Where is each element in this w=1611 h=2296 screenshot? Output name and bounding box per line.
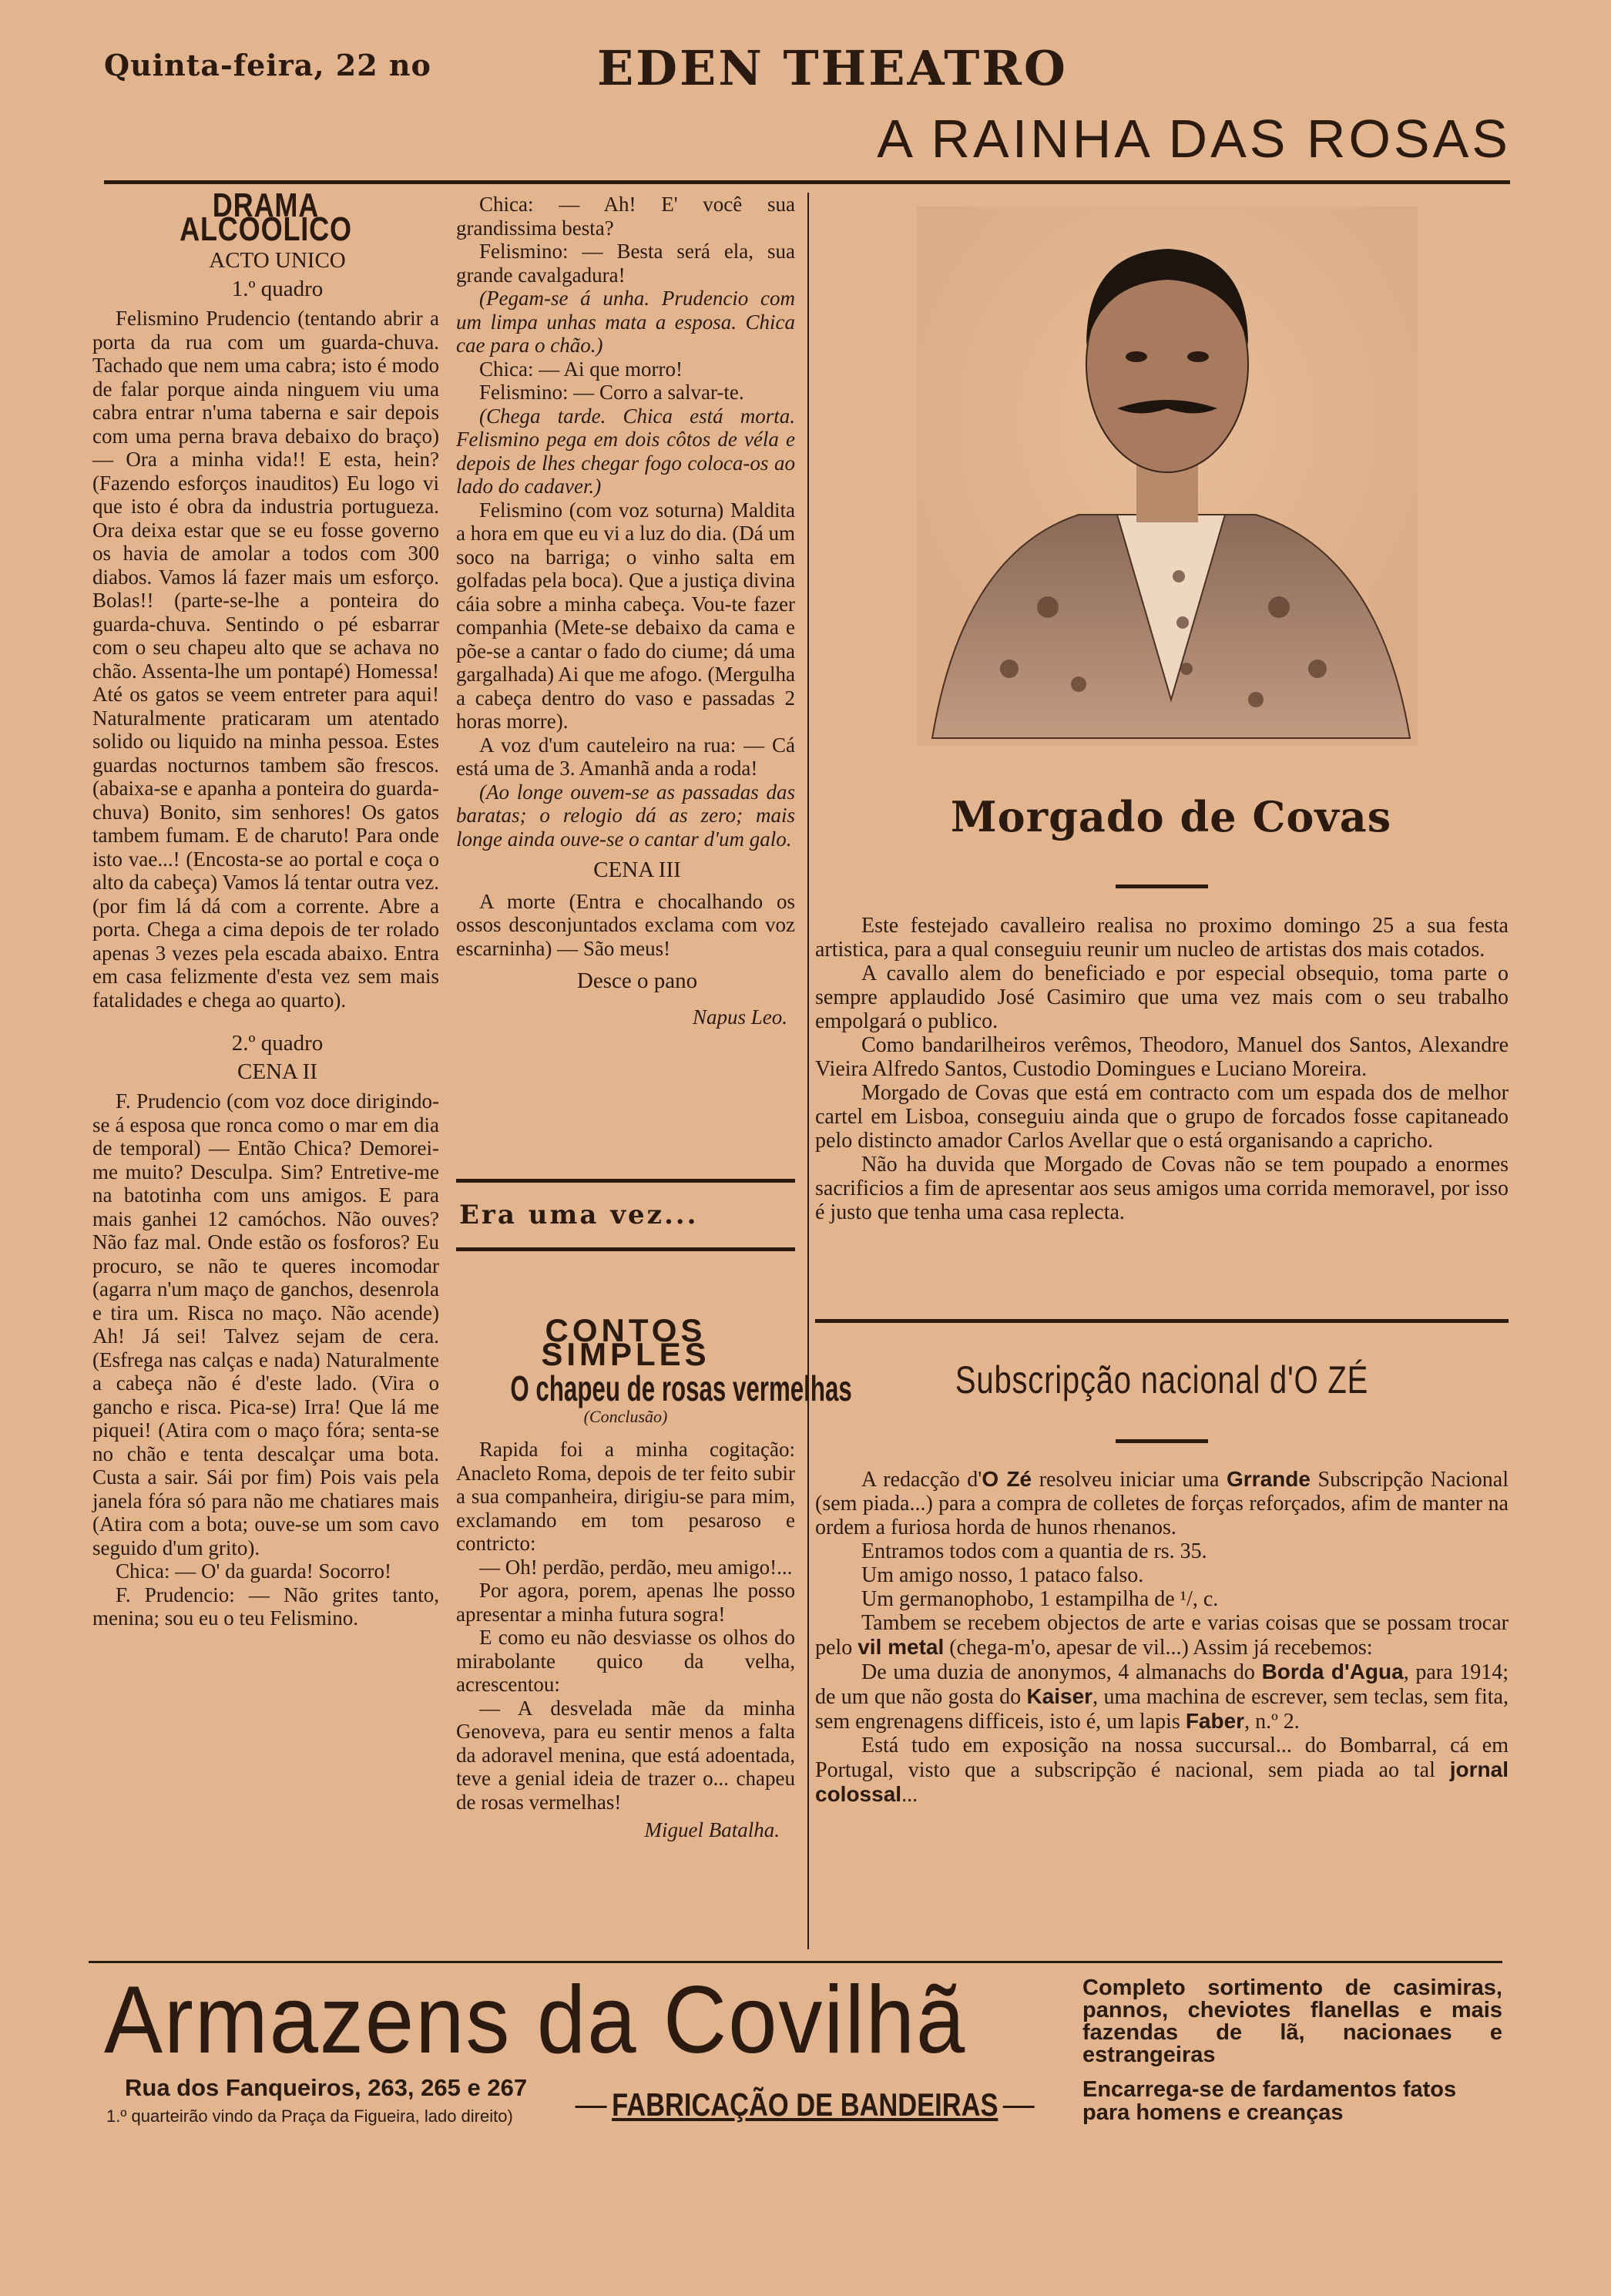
contos-paragraph: Rapida foi a minha cogitação: Anacleto Roma, depois de ter feito subir a sua companheira, dirigiu-se para mim, exclamando em tom pesaroso e contricto: [456, 1438, 795, 1555]
drama-paragraph: (Chega tarde. Chica está morta. Felismino pega em dois côtos de véla e depois de lhes chegar fogo coloca-os ao lado do cadaver.) [456, 404, 795, 498]
header-theatre: EDEN THEATRO [597, 40, 1068, 96]
subscricao-paragraph: Um amigo nosso, 1 pataco falso. [861, 1563, 1144, 1587]
text: Subscripção Nacional (sem piada...) para a compra de colletes de forças reforçados, afim de manter na ordem a furiosa horda de hunos rhenanos. [815, 1468, 1509, 1539]
ad-address-detail: 1.º quarteirão vindo da Praça da Figueira, lado direito) [106, 2106, 513, 2126]
morgado-paragraph: Como bandarilheiros verêmos, Theodoro, Manuel dos Santos, Alexandre Vieira Alfredo Santos, Custodio Domingues e Luciano Moreira. [815, 1033, 1509, 1081]
drama-paragraph: Chica: — O' da guarda! Socorro! [116, 1559, 392, 1583]
morgado-title: Morgado de Covas [950, 792, 1392, 841]
era-rule-bottom [456, 1247, 795, 1251]
drama-paragraph: (Ao longe ouvem-se as passadas das baratas; o relogio dá as zero; mais longe ainda ouve-se o cantar d'um galo. [456, 780, 795, 851]
drama-curtain: Desce o pano [576, 968, 698, 993]
contos-author: Miguel Batalha. [644, 1818, 780, 1841]
ad-description: Completo sortimento de casimiras, pannos, cheviotes flanellas e mais fazendas de lã, nacionaes e estrangeiras [1082, 1975, 1502, 2067]
subscricao-paragraph: Entramos todos com a quantia de rs. 35. [861, 1539, 1207, 1563]
drama-title: DRAMA ALCOOLICO [180, 186, 352, 248]
ad-services: Encarrega-se de fardamentos fatos para homens e creanças [1082, 2077, 1457, 2125]
contos-paragraph: — A desvelada mãe da minha Genoveva, para eu sentir menos a falta da adoravel menina, que está adoentada, teve a genial ideia de trazer o... chapeu de rosas vermelhas! [456, 1696, 795, 1814]
ad-fabricacao-label: FABRICAÇÃO DE BANDEIRAS [612, 2086, 998, 2123]
contos-note: (Conclusão) [583, 1406, 668, 1426]
drama-author: Napus Leo. [692, 1005, 787, 1029]
text: vil metal [858, 1635, 945, 1659]
drama-paragraph: A voz d'um cauteleiro na rua: — Cá está uma de 3. Amanhã anda a roda! [456, 733, 795, 780]
morgado-paragraph: Morgado de Covas que está em contracto com um espada dos de melhor cartel em Lisboa, conseguiu ainda que o grupo de forcados fosse capitaneado pelo distincto amador Carlos Avellar que o está organisando a capricho. [815, 1081, 1509, 1153]
subscricao-title: Subscripção nacional d'O ZÉ [955, 1358, 1369, 1401]
morgado-article [815, 914, 1509, 1224]
drama-column-2 [456, 193, 795, 1029]
drama-paragraph: A morte (Entra e chocalhando os ossos desconjuntados exclama com voz escarninha) — São meus! [456, 889, 795, 960]
era-uma-vez-section [456, 1179, 795, 1251]
subscricao-paragraph [815, 1660, 1509, 1734]
drama-cena-2: CENA II [237, 1059, 317, 1084]
ad-store-name: Armazens da Covilhã [104, 1967, 967, 2073]
text: , uma machina de escrever, sem teclas, sem fita, sem engrenagens difficeis, isto é, um lapis [815, 1685, 1509, 1734]
subscricao-paragraph [815, 1734, 1509, 1807]
portrait-image [917, 206, 1418, 746]
drama-quadro-1: 1.º quadro [231, 276, 324, 301]
text: Está tudo em exposição na nossa succursal... do Bombarral, cá em Portugal, visto que a subscripção é nacional, sem piada ao tal [815, 1734, 1509, 1782]
subscricao-paragraph: Um germanophobo, 1 estampilha de ¹/, c. [861, 1587, 1219, 1611]
contos-paragraph: E como eu não desviasse os olhos do mirabolante quico da velha, acrescentou: [456, 1626, 795, 1696]
text: Borda d'Agua [1261, 1660, 1404, 1683]
contos-story-title: O chapeu de rosas vermelhas [510, 1368, 852, 1408]
contos-column [456, 1310, 852, 1842]
subscricao-paragraph [815, 1467, 1509, 1539]
header-play-title: A RAINHA DAS ROSAS [877, 109, 1511, 169]
ad-fabricacao [570, 2086, 1040, 2123]
text: O Zé [982, 1467, 1032, 1491]
era-rule-top [456, 1179, 795, 1183]
drama-paragraph: Chica: — Ai que morro! [479, 357, 683, 381]
ad-address: Rua dos Fanqueiros, 263, 265 e 267 [125, 2074, 528, 2101]
text: Tambem se recebem objectos de arte e varias coisas que se possam trocar pelo [815, 1611, 1509, 1660]
drama-act: ACTO UNICO [209, 248, 346, 273]
text: jornal colossal [815, 1757, 1509, 1806]
dash-right [1003, 2106, 1035, 2108]
text: , para 1914; de um que não gosta do [815, 1660, 1509, 1709]
header-date: Quinta-feira, 22 no [104, 48, 431, 82]
drama-paragraph: Felismino: — Besta será ela, sua grande cavalgadura! [456, 240, 795, 287]
section-rule [815, 1319, 1509, 1323]
text: , n.º 2. [1244, 1710, 1300, 1734]
dash-left [576, 2106, 607, 2108]
subscricao-rule [1116, 1439, 1208, 1443]
morgado-paragraph: A cavallo alem do beneficiado e por especial obsequio, toma parte o sempre applaudido José Casimiro que uma vez mais com o seu trabalho empolgará o publico. [815, 962, 1509, 1033]
drama-paragraph: (Pegam-se á unha. Prudencio com um limpa unhas mata a esposa. Chica cae para o chão.) [456, 287, 795, 357]
drama-quadro-2: 2.º quadro [231, 1031, 324, 1056]
text: De uma duzia de anonymos, 4 almanachs do [861, 1660, 1262, 1684]
text: Faber [1185, 1709, 1245, 1733]
morgado-rule [1116, 884, 1208, 888]
drama-paragraph: F. Prudencio (com voz doce dirigindo-se á esposa que ronca como o mar em dia de temporal) — Então Chica? Demorei-me muito? Desculpa. Sim? Entretive-me na batotinha com uns amigos. E para mais ganhei 12 camóchos. Não ouves? Não faz mal. Onde estão os fosforos? Eu procuro, se não te queres incomodar (agarra n'um maço de ganchos, desenrola e tira um. Risca no maço. Não acende) Ah! Já sei! Talvez sejam de cera. (Esfrega nas calças e nada) Naturalmente a cabeça não é d'este lado. (Vira o gancho e risca. Pica-se) Irra! Que lá me piquei! (Atira com o maço fóra; senta-se no chão e tenta descalçar uma bota. Custa a sair. Sái por fim) Pois vais pela janela fóra só para não me chatiares mais (Atira com a bota; ouve-se um som cavo seguido d'um grito). [92, 1089, 439, 1559]
column-divider [807, 193, 809, 1949]
ad-rule [89, 1961, 1502, 1963]
text: resolveu iniciar uma [1032, 1468, 1227, 1492]
text: Grrande [1227, 1467, 1311, 1491]
text: A redacção d' [861, 1468, 982, 1492]
era-title: Era uma vez... [459, 1200, 699, 1230]
contos-section-title: CONTOS SIMPLES [541, 1312, 710, 1372]
contos-paragraph: — Oh! perdão, perdão, meu amigo!... [479, 1555, 793, 1579]
subscricao-paragraph [815, 1611, 1509, 1660]
text: Kaiser [1026, 1684, 1093, 1708]
contos-paragraph: Por agora, porem, apenas lhe posso apresentar a minha futura sogra! [456, 1579, 795, 1626]
drama-column [92, 186, 439, 1630]
text: (chega-m'o, apesar de vil...) Assim já recebemos: [944, 1636, 1373, 1660]
drama-paragraph: F. Prudencio: — Não grites tanto, menina; sou eu o teu Felismino. [92, 1583, 439, 1630]
morgado-paragraph: Não ha duvida que Morgado de Covas não se tem poupado a enormes sacrificios a fim de apresentar aos seus amigos uma corrida memoravel, por isso é justo que tenha uma casa replecta. [815, 1153, 1509, 1224]
drama-paragraph: Felismino: — Corro a salvar-te. [479, 381, 744, 404]
drama-cena-3: CENA III [593, 858, 681, 882]
drama-paragraph: Felismino Prudencio (tentando abrir a porta da rua com um guarda-chuva. Tachado que nem uma cabra; isto é modo de falar porque ainda ninguem viu uma cabra entrar n'uma taberna e sair depois com uma perna brava debaixo do braço) — Ora a minha vida!! E esta, hein? (Fazendo esforços inauditos) Eu logo vi que isto é obra da industria portugueza. Ora deixa estar que se eu fosse governo os havia de amolar a todos com 300 diabos. Vamos lá fazer mais um esforço. Bolas!! (parte-se-lhe a ponteira do guarda-chuva. Sentindo o pé esbarrar com o seu chapeu alto que se achava no chão. Assenta-lhe um pontapé) Homessa! Até os gatos se veem entreter para aqui! Naturalmente praticaram um atentado solido ou liquido na minha pessoa. Estes guardas nocturnos tambem são frescos. (abaixa-se e apanha a ponteira do guarda-chuva) Bonito, sim senhores! Os gatos tambem fumam. E de charuto! Para onde isto vae...! (Encosta-se ao portal e coça o alto da cabeça) Vamos lá tentar outra vez. (por fim lá dá com a corrente. Abre a porta. Chega a cima depois de ter rolado apenas 3 vezes pela escada abaixo. Entra em casa felizmente d'esta vez sem mais fatalidades e chega ao quarto). [92, 307, 439, 1012]
text: ... [901, 1783, 918, 1807]
drama-paragraph: Chica: — Ah! E' você sua grandissima besta? [456, 193, 795, 240]
morgado-paragraph: Este festejado cavalleiro realisa no proximo domingo 25 a sua festa artistica, para a qual conseguiu reunir um nucleo de artistas dos mais cotados. [815, 914, 1509, 962]
drama-paragraph: Felismino (com voz soturna) Maldita a hora em que eu vi a luz do dia. (Dá um soco na barriga; o vinho salta em golfadas pela boca). Que a justiça divina cáia sobre a minha cabeça. Vou-te fazer companhia (Mete-se debaixo da cama e põe-se a cantar o fado do ciume; dá uma gargalhada) Ai que me afogo. (Mergulha a cabeça dentro do vaso e passadas 2 horas morre). [456, 498, 795, 733]
header-rule [104, 180, 1510, 184]
subscricao-article [815, 1467, 1509, 1807]
